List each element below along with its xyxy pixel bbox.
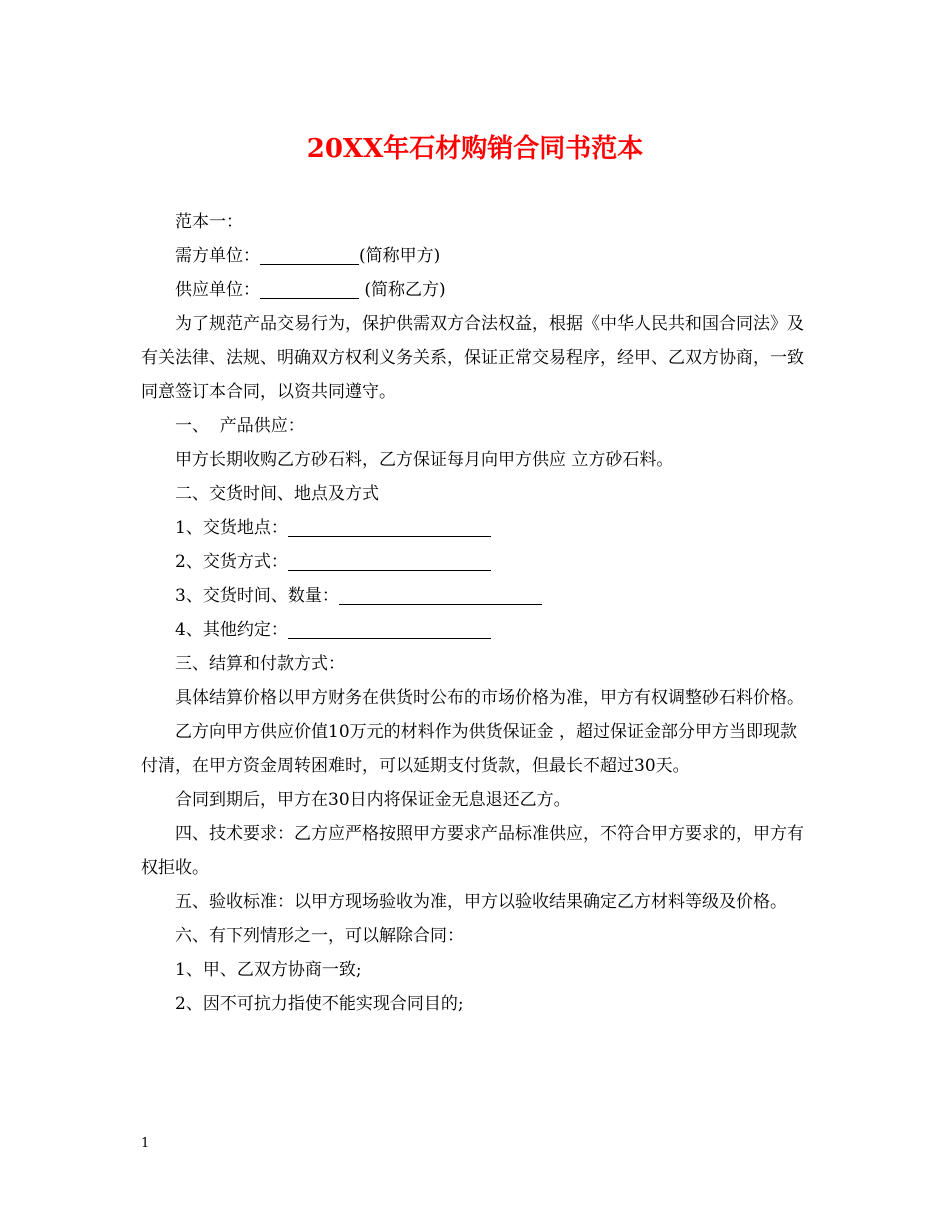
supplier-suffix: (简称乙方)	[359, 280, 446, 300]
buyer-blank	[260, 242, 359, 265]
paragraph-settlement-price: 具体结算价格以甲方财务在供货时公布的市场价格为准，甲方有权调整砂石料价格。	[175, 688, 804, 708]
other-terms	[141, 613, 813, 647]
paragraph-supplier	[141, 273, 813, 307]
section-termination: 六、有下列情形之一，可以解除合同：	[175, 926, 464, 946]
paragraph-template-label: 范本一：	[175, 212, 243, 232]
document-body	[141, 205, 813, 1021]
delivery-method	[141, 545, 813, 579]
section-heading-1: 一、 产品供应：	[175, 416, 305, 436]
delivery-place	[141, 511, 813, 545]
delivery-method-blank	[288, 548, 491, 571]
document-title: 20XX年石材购销合同书范本	[306, 134, 644, 164]
section-acceptance: 五、验收标准：以甲方现场验收为准，甲方以验收结果确定乙方材料等级及价格。	[175, 892, 787, 912]
paragraph-deposit-refund: 合同到期后，甲方在30日内将保证金无息退还乙方。	[175, 790, 571, 810]
delivery-time-qty-blank	[339, 582, 542, 605]
other-terms-label: 4、其他约定：	[175, 620, 288, 640]
delivery-time-qty-label: 3、交货时间、数量：	[175, 586, 339, 606]
delivery-time-qty	[141, 579, 813, 613]
section-technical: 四、技术要求：乙方应严格按照甲方要求产品标准供应，不符合甲方要求的，甲方有权拒收。	[141, 824, 804, 878]
other-terms-blank	[288, 616, 491, 639]
delivery-place-label: 1、交货地点：	[175, 518, 288, 538]
termination-item-2: 2、因不可抗力指使不能实现合同目的;	[175, 994, 464, 1014]
supplier-label: 供应单位：	[175, 280, 260, 300]
buyer-suffix: (简称甲方)	[359, 246, 441, 266]
termination-item-1: 1、甲、乙双方协商一致;	[175, 960, 362, 980]
section-heading-3: 三、结算和付款方式：	[175, 654, 345, 674]
buyer-label: 需方单位：	[175, 246, 260, 266]
delivery-method-label: 2、交货方式：	[175, 552, 288, 572]
paragraph-supply: 甲方长期收购乙方砂石料，乙方保证每月向甲方供应 立方砂石料。	[175, 450, 674, 470]
delivery-place-blank	[288, 514, 491, 537]
section-heading-2: 二、交货时间、地点及方式	[175, 484, 379, 504]
supplier-blank	[260, 276, 359, 299]
page-number: 1	[141, 1136, 150, 1151]
paragraph-preamble: 为了规范产品交易行为，保护供需双方合法权益，根据《中华人民共和国合同法》及有关法律、法规、明确双方权利义务关系，保证正常交易程序，经甲、乙双方协商，一致同意签订本合同，以资共同遵守。	[141, 314, 804, 402]
paragraph-buyer	[141, 239, 813, 273]
paragraph-deposit: 乙方向甲方供应价值10万元的材料作为供货保证金 ，超过保证金部分甲方当即现款付清，在甲方资金周转困难时，可以延期支付货款，但最长不超过30天。	[141, 722, 798, 776]
